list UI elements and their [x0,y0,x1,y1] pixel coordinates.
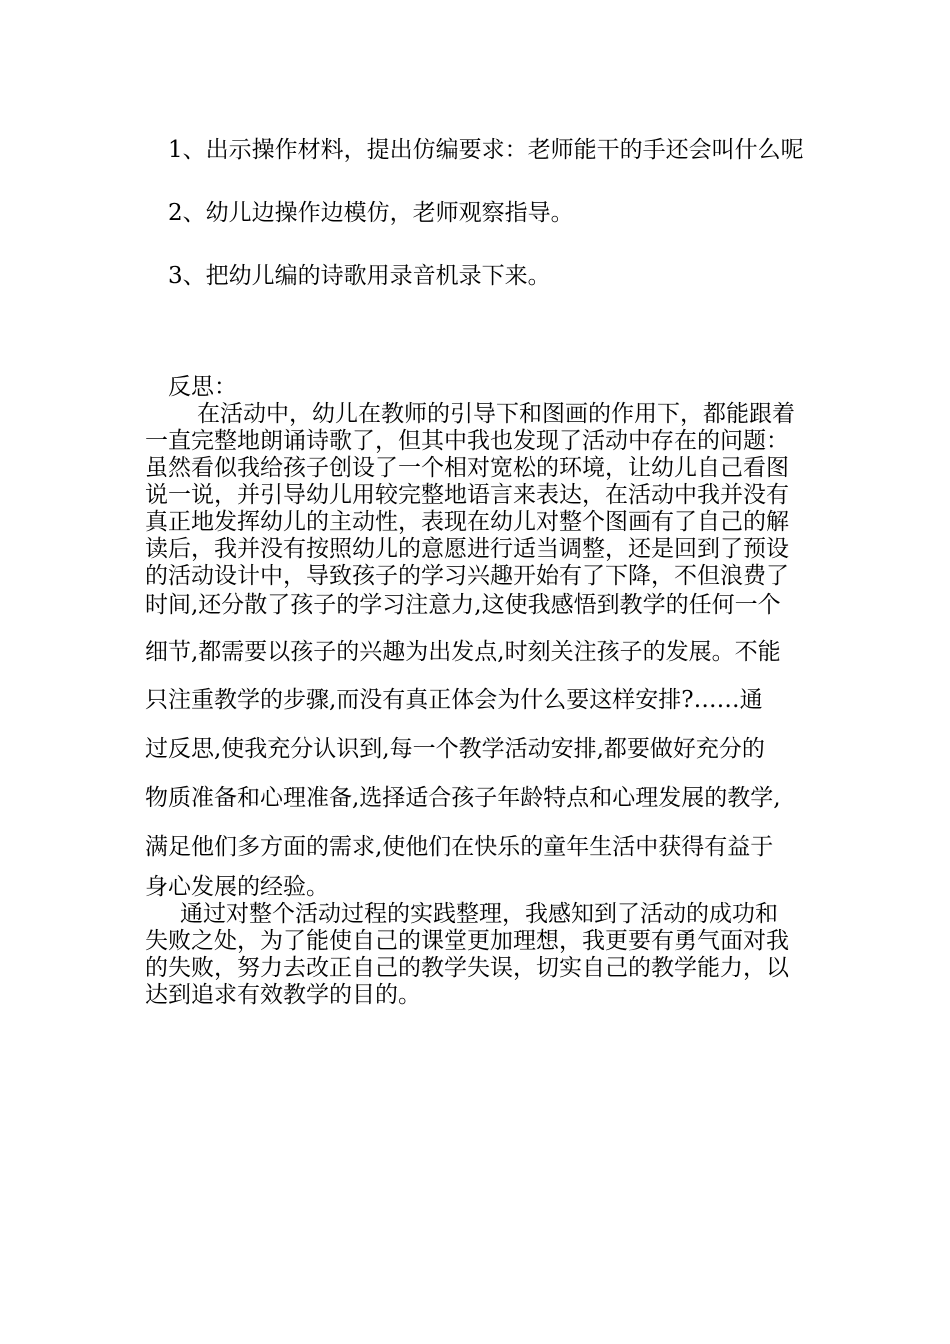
reflection-para1-line: 的活动设计中，导致孩子的学习兴趣开始有了下降，不但浪费了 [145,563,789,589]
reflection-para1-line: 只注重教学的步骤,而没有真正体会为什么要这样安排?……通 [145,687,763,713]
reflection-para2-line: 达到追求有效教学的目的。 [145,982,421,1008]
reflection-para1-line: 在活动中，幼儿在教师的引导下和图画的作用下，都能跟着 [197,401,795,427]
step-3: 3、把幼儿编的诗歌用录音机录下来。 [168,263,551,289]
reflection-para1-line: 满足他们多方面的需求,使他们在快乐的童年生活中获得有益于 [145,834,774,860]
reflection-para1-line: 说一说，并引导幼儿用较完整地语言来表达，在活动中我并没有 [145,482,789,508]
reflection-label: 反思： [168,374,237,400]
reflection-para1-line: 读后，我并没有按照幼儿的意愿进行适当调整，还是回到了预设 [145,536,789,562]
reflection-para1-line: 物质准备和心理准备,选择适合孩子年龄特点和心理发展的教学, [145,785,781,811]
reflection-para1-line: 真正地发挥幼儿的主动性，表现在幼儿对整个图画有了自己的解 [145,509,789,535]
reflection-para1-line: 一直完整地朗诵诗歌了，但其中我也发现了活动中存在的问题： [145,428,789,454]
step-1: 1、出示操作材料，提出仿编要求：老师能干的手还会叫什么呢 [168,137,804,163]
reflection-para1-line: 身心发展的经验。 [145,874,329,900]
step-2: 2、幼儿边操作边模仿，老师观察指导。 [168,200,574,226]
reflection-para2-line: 的失败，努力去改正自己的教学失误，切实自己的教学能力，以 [145,955,789,981]
reflection-para1-line: 细节,都需要以孩子的兴趣为出发点,时刻关注孩子的发展。不能 [145,639,781,665]
reflection-para1-line: 虽然看似我给孩子创设了一个相对宽松的环境，让幼儿自己看图 [145,455,789,481]
reflection-para2-line: 通过对整个活动过程的实践整理，我感知到了活动的成功和 [180,901,778,927]
reflection-para2-line: 失败之处，为了能使自己的课堂更加理想，我更要有勇气面对我 [145,928,789,954]
reflection-para1-line: 时间,还分散了孩子的学习注意力,这使我感悟到教学的任何一个 [145,592,781,618]
reflection-para1-line: 过反思,使我充分认识到,每一个教学活动安排,都要做好充分的 [145,736,765,762]
